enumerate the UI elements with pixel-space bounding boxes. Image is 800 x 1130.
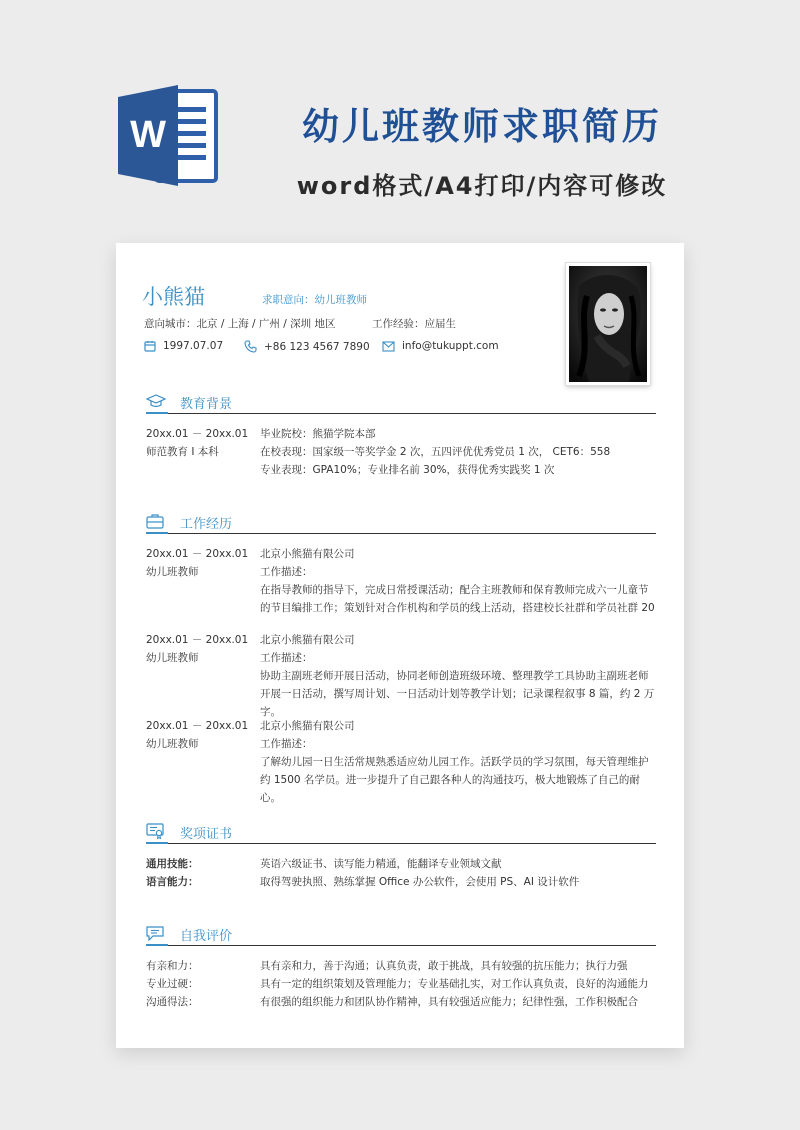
education-degree: 师范教育 I 本科 — [146, 446, 219, 458]
section-awards — [146, 821, 656, 845]
candidate-name: 小熊猫 — [142, 285, 205, 309]
resume-page — [116, 243, 684, 1048]
section-education — [146, 391, 656, 415]
intended-city: 意向城市：北京 / 上海 / 广州 / 深圳 地区 — [144, 318, 336, 330]
section-self-evaluation — [146, 923, 656, 947]
education-period: 20xx.01 － 20xx.01 — [146, 428, 249, 440]
email[interactable]: info@tukuppt.com — [402, 340, 499, 352]
education-performance: 在校表现：国家级一等奖学金 2 次，五四评优优秀党员 1 次， CET6：558 — [260, 446, 611, 458]
word-document-icon — [118, 83, 218, 188]
birthday: 1997.07.07 — [163, 340, 224, 352]
section-divider — [146, 413, 656, 414]
graduation-cap-icon — [146, 393, 166, 409]
job-description: 了解幼儿园一日生活常规熟悉适应幼儿园工作。活跃学员的学习氛围，每天管理维护约 1500 名学员。进一步提升了自己跟各种人的沟通技巧，极大地锻炼了自己的耐心。 — [260, 756, 649, 804]
phone[interactable]: +86 123 4567 7890 — [264, 340, 370, 353]
section-awards-title: 奖项证书 — [180, 827, 233, 842]
education-major: 专业表现：GPA10%；专业排名前 30%，获得优秀实践奖 1 次 — [260, 464, 555, 476]
award-label: 语言能力： — [146, 876, 199, 888]
job-company: 北京小熊猫有限公司 — [260, 720, 355, 732]
comment-icon — [146, 925, 164, 941]
banner-title: 幼儿班教师求职简历 — [302, 105, 662, 148]
briefcase-icon — [146, 513, 164, 529]
mail-icon — [382, 341, 395, 352]
section-accent — [146, 944, 168, 946]
job-description: 在指导教师的指导下，完成日常授课活动；配合主班教师和保育教师完成六一儿童节的节目编排工作；策划针对合作机构和学员的线上活动，搭建校长社群和学员社群 20 — [260, 584, 655, 614]
job-role: 幼儿班教师 — [146, 652, 199, 664]
job-description: 协助主副班老师开展日活动，协同老师创造班级环境、整理教学工具协助主副班老师开展一日活动，撰写周计划、一日活动计划等教学计划；记录课程叙事 8 篇，约 2 万字。 — [260, 670, 655, 718]
eval-label: 有亲和力： — [146, 960, 199, 972]
job-period: 20xx.01 － 20xx.01 — [146, 720, 249, 732]
job-role: 幼儿班教师 — [146, 738, 199, 750]
portrait-image — [569, 266, 647, 382]
eval-label: 专业过硬： — [146, 978, 199, 990]
eval-value: 有很强的组织能力和团队协作精神，具有较强适应能力；纪律性强，工作积极配合 — [260, 996, 638, 1008]
certificate-icon — [146, 823, 164, 839]
job-company: 北京小熊猫有限公司 — [260, 634, 355, 646]
banner-subtitle: word格式/A4打印/内容可修改 — [296, 172, 668, 200]
award-value: 英语六级证书、读写能力精通，能翻译专业领域文献 — [260, 858, 502, 870]
section-work — [146, 511, 656, 535]
award-label: 通用技能： — [146, 858, 199, 870]
section-self-evaluation-title: 自我评价 — [180, 929, 233, 944]
svg-text:W: W — [130, 114, 166, 156]
phone-contact — [244, 340, 370, 353]
award-value: 取得驾驶执照、熟练掌握 Office 办公软件，会使用 PS、AI 设计软件 — [260, 876, 580, 888]
job-desc-label: 工作描述： — [260, 652, 313, 664]
section-accent — [146, 842, 168, 844]
eval-value: 具有一定的组织策划及管理能力；专业基础扎实，对工作认真负责，良好的沟通能力 — [260, 978, 649, 990]
job-period: 20xx.01 － 20xx.01 — [146, 634, 249, 646]
section-accent — [146, 532, 168, 534]
banner — [0, 0, 800, 240]
job-role: 幼儿班教师 — [146, 566, 199, 578]
calendar-icon — [144, 340, 156, 352]
section-divider — [146, 945, 656, 946]
phone-icon — [244, 340, 257, 353]
profile-photo — [566, 263, 650, 385]
job-period: 20xx.01 － 20xx.01 — [146, 548, 249, 560]
section-divider — [146, 533, 656, 534]
section-education-title: 教育背景 — [180, 397, 233, 412]
section-divider — [146, 843, 656, 844]
eval-label: 沟通得法： — [146, 996, 199, 1008]
birthday-contact — [144, 340, 223, 352]
section-work-title: 工作经历 — [180, 517, 233, 532]
section-accent — [146, 412, 168, 414]
job-desc-label: 工作描述： — [260, 738, 313, 750]
job-company: 北京小熊猫有限公司 — [260, 548, 355, 560]
work-experience: 工作经验：应届生 — [372, 318, 456, 330]
eval-value: 具有亲和力，善于沟通；认真负责，敢于挑战，具有较强的抗压能力；执行力强 — [260, 960, 628, 972]
education-school: 毕业院校：熊猫学院本部 — [260, 428, 376, 440]
job-desc-label: 工作描述： — [260, 566, 313, 578]
job-intent: 求职意向：幼儿班教师 — [262, 294, 367, 306]
email-contact — [382, 340, 499, 352]
